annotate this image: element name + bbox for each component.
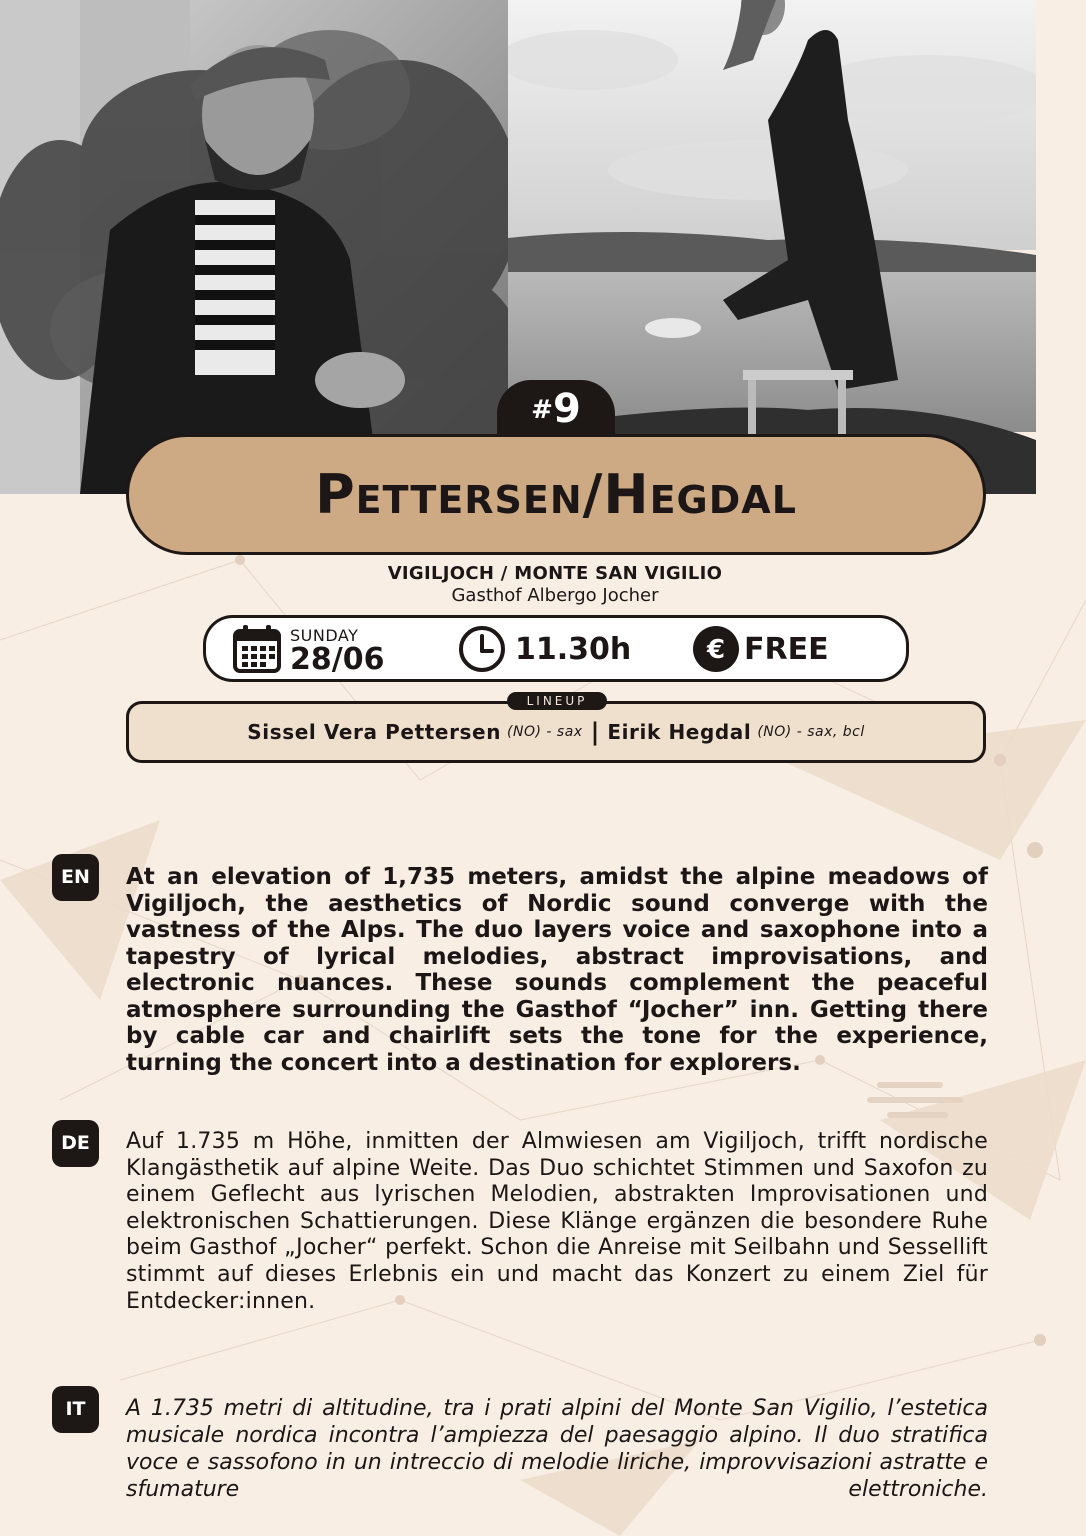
event-title-banner [126, 434, 986, 555]
artist-photo-left [0, 0, 508, 494]
event-time: 11.30h [515, 632, 632, 667]
lineup-artist-name: Sissel Vera Pettersen [247, 720, 502, 744]
event-day: SUNDAY [290, 626, 359, 645]
lineup-bar [126, 701, 986, 763]
lineup-artist-name: Eirik Hegdal [607, 720, 752, 744]
event-info-bar [203, 615, 909, 682]
svg-text:€: € [706, 635, 726, 665]
description-en: At an elevation of 1,735 meters, amidst the alpine meadows of Vigiljoch, the aesthetics of Nordic sound converge with the vastness of the Alps. The duo layers voice and saxophone into a tapestry of lyrical melodies, abstract improvisations, and electronic nuances. These sounds complement the peaceful atmosphere surrounding the Gasthof “Jocher” inn. Getting there by cable car and chairlift sets the tone for the experience, turning the concert into a destination for explorers. [126, 864, 988, 1076]
language-badge-de: DE [52, 1120, 99, 1167]
event-number: 9 [552, 386, 581, 432]
event-date: 28/06 [290, 642, 385, 677]
clock-icon [457, 624, 507, 674]
event-number-hash: # [531, 395, 553, 425]
lineup-artist-meta: (NO) - sax [507, 724, 583, 740]
venue-place: Gasthof Albergo Jocher [451, 585, 659, 606]
description-de: Auf 1.735 m Höhe, inmitten der Almwiesen am Vigiljoch, trifft nordische Klangästhetik auf alpine Weite. Das Duo schichtet Stimmen und Saxofon zu einem Geflecht aus lyrischen Melodien, abstrakten Improvisationen und elektronischen Schattierungen. Diese Klänge ergänzen die besondere Ruhe beim Gasthof „Jocher“ perfekt. Schon die Anreise mit Seilbahn und Sessellift stimmt auf dieses Erlebnis ein und macht das Konzert zu einem Ziel für Entdecker:innen. [126, 1129, 988, 1314]
calendar-icon [232, 623, 282, 675]
lineup-label: LINEUP [507, 692, 607, 710]
event-title: Pettersen/Hegdal [315, 463, 797, 526]
language-badge-it: IT [52, 1386, 99, 1433]
euro-icon [691, 624, 741, 674]
language-badge-en: EN [52, 854, 99, 901]
lineup-artist-meta: (NO) - sax, bcl [757, 724, 865, 740]
lineup-separator: | [590, 718, 600, 746]
description-it: A 1.735 metri di altitudine, tra i prati alpini del Monte San Vigilio, l’estetica musicale nordica incontra l’ampiezza del paesaggio alpino. Il duo stratifica voce e sassofono in un intreccio di melodie liriche, improvvisazioni astratte e sfumature elettroniche. [126, 1396, 988, 1502]
venue-name: VIGILJOCH / MONTE SAN VIGILIO [387, 563, 723, 584]
event-price: FREE [744, 632, 829, 667]
